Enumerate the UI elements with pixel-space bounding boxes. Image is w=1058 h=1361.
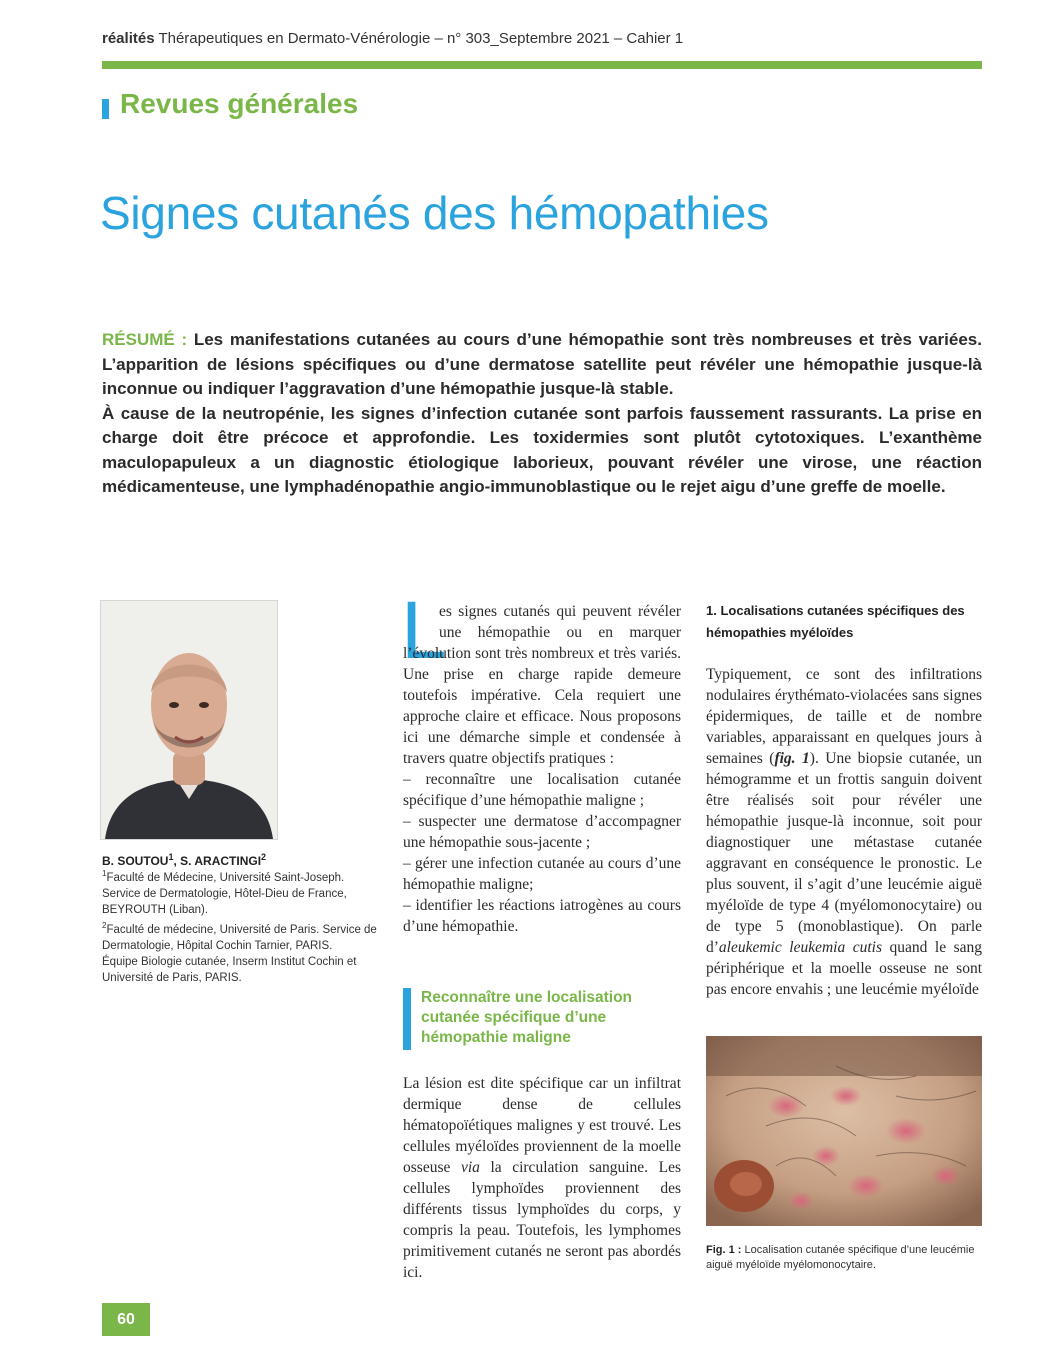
intro-paragraph — [403, 601, 681, 769]
section-1-emphasis: via — [460, 1159, 480, 1176]
abstract-paragraph-2: À cause de la neutropénie, les signes d’infection cutanée sont parfois faussement rassurants. La prise en charge doit être précoce et approfondie. Les toxidermies sont plutôt cytotoxiques. L’exanthème maculopapuleux a un diagnostic étiologique laborieux, pouvant révéler une virose, une réaction médicamenteuse, une lymphadénopathie angio-immunoblastique ou le rejet aigu d’une greffe de moelle. — [102, 403, 982, 496]
intro-item-2: – suspecter une dermatose d’accompagner une hémopathie sous-jacente ; — [403, 813, 681, 851]
figure-photo — [706, 1036, 982, 1226]
right-text-part-3: quand le sang périphérique et la moelle osseuse ne sont pas encore envahis ; une leucémie myéloïde — [706, 939, 983, 998]
intro-item-1: – reconnaître une localisation cutanée spécifique d’une hémopathie maligne ; — [403, 771, 681, 809]
affiliation-3: Équipe Biologie cutanée, Inserm Institut Cochin et Université de Paris, PARIS. — [102, 955, 357, 984]
abstract-text-1: Les manifestations cutanées au cours d’une hémopathie sont très nombreuses et très variées. L’apparition de lésions spécifiques ou d’une dermatose satellite peut révéler une hémopathie jusque-là inconnue ou indiquer l’aggravation d’une hémopathie jusque-là stable. — [102, 330, 982, 398]
page-number: 60 — [102, 1303, 150, 1336]
author-1: B. SOUTOU — [102, 854, 169, 868]
author-photo — [100, 600, 278, 840]
article-title: Signes cutanés des hémopathies — [100, 187, 769, 239]
abstract-paragraph-1 — [102, 328, 982, 402]
affiliation-1-text: Faculté de Médecine, Université Saint-Joseph. Service de Dermatologie, Hôtel-Dieu de France, BEYROUTH (Liban). — [102, 871, 347, 916]
section-subheading: Reconnaître une localisation cutanée spécifique d’une hémopathie maligne — [421, 989, 633, 1046]
intro-item-4: – identifier les réactions iatrogènes au cours d’une hémopathie. — [403, 897, 681, 935]
section-label: Revues générales — [120, 88, 359, 119]
subheading-marker — [403, 988, 411, 1050]
section-1-text — [403, 1073, 681, 1283]
journal-brand: réalités — [102, 30, 155, 47]
abstract — [102, 328, 982, 500]
right-paragraph — [706, 664, 982, 1000]
affiliations — [102, 866, 384, 986]
header-rule — [102, 61, 982, 69]
section-1-text-part-1: La lésion est dite spécifique car un infiltrat dermique dense de cellules hématopoïétiques malignes y est trouvé. Les cellules myéloïdes proviennent de la moelle osseuse — [403, 1075, 681, 1176]
journal-info: Thérapeutiques en Dermato-Vénérologie – n° 303_Septembre 2021 – Cahier 1 — [158, 30, 684, 47]
figure-reference: fig. 1 — [774, 750, 810, 767]
intro-item-3: – gérer une infection cutanée au cours d’une hémopathie maligne; — [403, 855, 681, 893]
author-2: S. ARACTINGI — [180, 854, 262, 868]
running-header — [102, 30, 683, 47]
figure-label: Fig. 1 : — [706, 1244, 742, 1256]
figure-caption-text: Localisation cutanée spécifique d’une leucémie aiguë myéloïde myélomonocytaire. — [706, 1244, 975, 1271]
subsection-heading: 1. Localisations cutanées spécifiques des hémopathies myéloïdes — [706, 603, 965, 640]
section-1-paragraph — [403, 1073, 681, 1283]
drop-cap: L — [401, 585, 447, 676]
intro-text: es signes cutanés qui peuvent révéler une hémopathie ou en marquer l’évolution sont très nombreux et très variés. Une prise en charge rapide demeure toutefois impérative. Cela requiert une approche claire et efficace. Nous proposons ici une démarche simple et condensée à travers quatre objectifs pratiques : — [403, 603, 681, 767]
author-separator: , — [173, 854, 181, 868]
figure-caption — [706, 1243, 984, 1273]
abstract-label: RÉSUMÉ : — [102, 330, 188, 349]
intro-column — [403, 601, 681, 937]
affiliation-2 — [102, 918, 384, 954]
affiliation-1 — [102, 866, 384, 918]
section-marker — [102, 99, 109, 119]
affiliation-2-number: 2 — [102, 920, 107, 930]
affiliation-1-number: 1 — [102, 869, 107, 878]
author-2-affiliation: 2 — [261, 852, 267, 862]
affiliation-2-text: Faculté de médecine, Université de Paris. Service de Dermatologie, Hôpital Cochin Tarnier, PARIS. — [102, 923, 377, 952]
author-1-affiliation: 1 — [168, 852, 174, 862]
section-1-text-part-2: la circulation sanguine. Les cellules lymphoïdes proviennent des différents tissus lymphoïdes du corps, y compris la peau. Toutefois, les lymphomes primitivement cutanés ne seront pas abordés ici. — [403, 1159, 681, 1281]
right-text-part-2: ). Une biopsie cutanée, un hémogramme et un frottis sanguin doivent être réalisés soit pour révéler une hémopathie jusque-là inconnue, soit pour diagnostiquer une métastase cutanée aggravant en conséquence le pronostic. Le plus souvent, il s’agit d’une leucémie aiguë myéloïde de type 4 (myélomonocytaire) ou de type 5 (monoblastique). On parle d’ — [706, 750, 983, 956]
author-portrait-illustration — [101, 601, 277, 839]
right-text-part-1: Typiquement, ce sont des infiltrations nodulaires érythémato-violacées sans signes épidermiques, de taille et de nombre variables, apparaissant en quelques jours à semaines ( — [706, 666, 982, 767]
right-text-emphasis: aleukemic leukemia cutis — [718, 939, 882, 956]
right-column-text — [706, 664, 982, 1000]
skin-lesion-illustration — [706, 1036, 982, 1226]
